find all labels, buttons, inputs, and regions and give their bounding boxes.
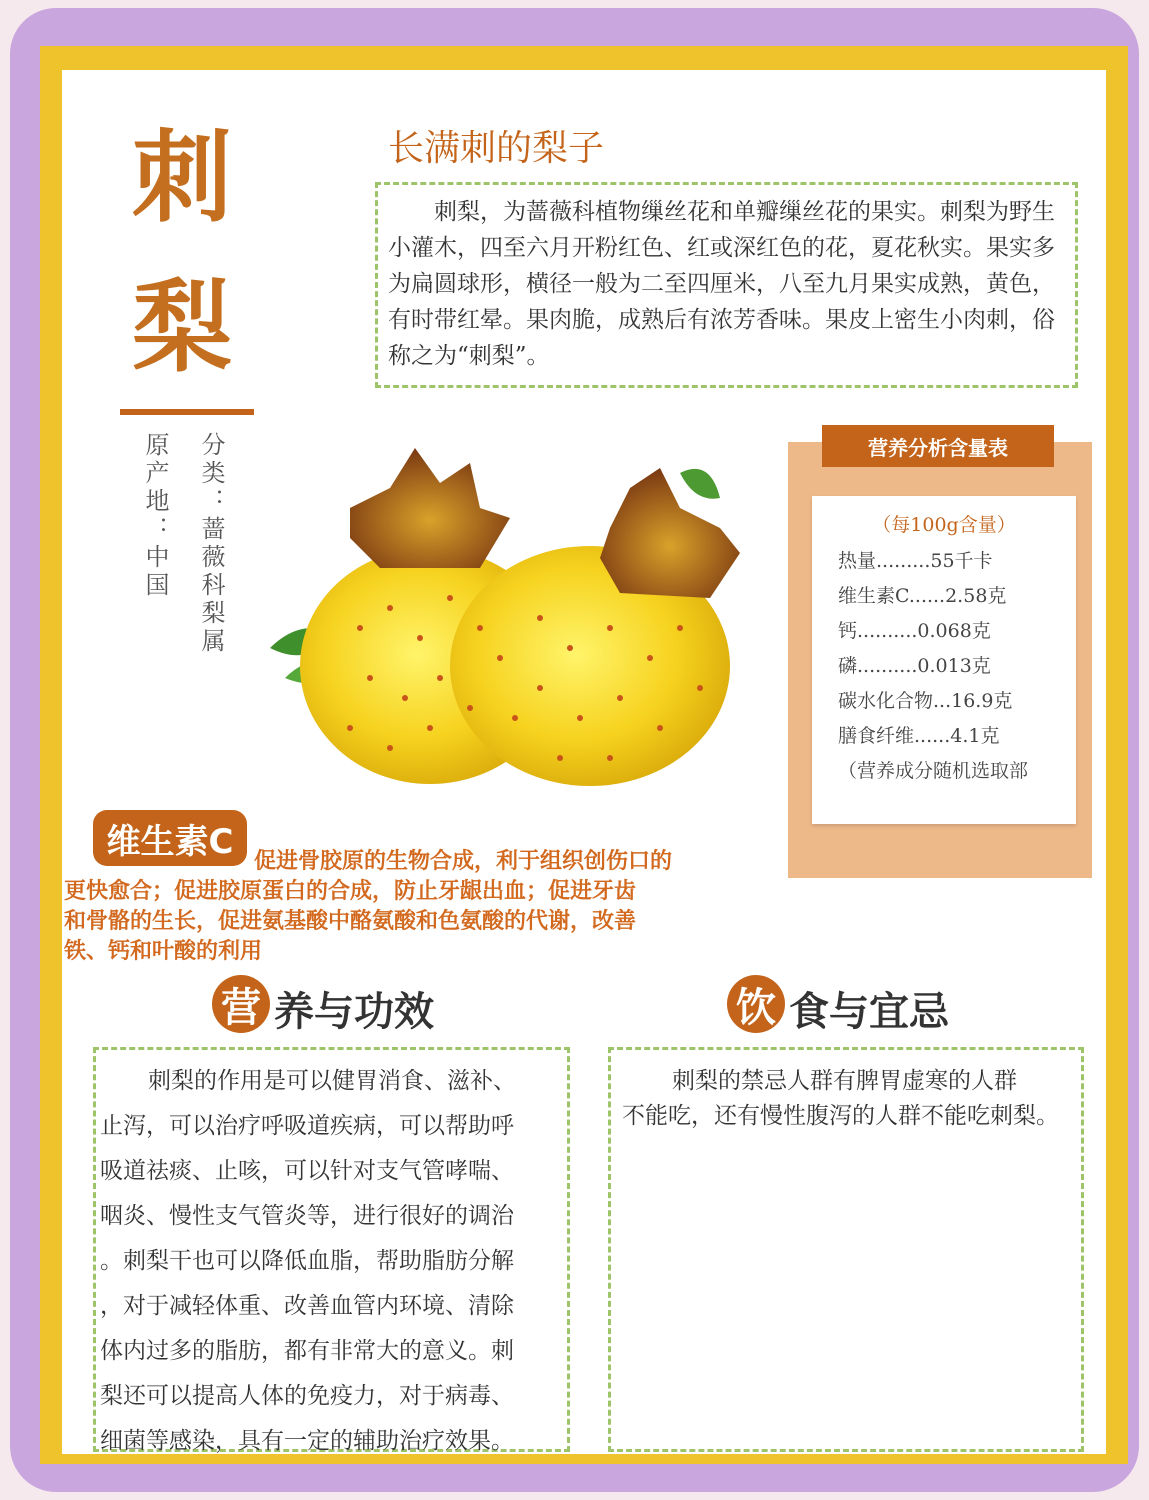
effects-line: 咽炎、慢性支气管炎等，进行很好的调治 [100, 1203, 514, 1229]
nutrition-header: 营养分析含量表 [822, 425, 1054, 467]
vitamin-c-line: 和骨骼的生长，促进氨基酸中酪氨酸和色氨酸的代谢，改善 [64, 908, 637, 934]
effects-line: 止泻，可以治疗呼吸道疾病，可以帮助呼 [100, 1113, 514, 1139]
nutrition-row: 膳食纤维......4.1克 [838, 725, 1000, 747]
effects-line: 。刺梨干也可以降低血脂，帮助脂肪分解 [100, 1248, 514, 1274]
nutrition-row: 碳水化合物...16.9克 [838, 690, 1013, 712]
nutrition-row: 磷..........0.013克 [838, 655, 991, 677]
diet-heading: 食与宜忌 [789, 988, 949, 1035]
vitamin-c-line: 促进骨胶原的生物合成，利于组织创伤口的 [254, 848, 673, 874]
effects-line: ，对于减轻体重、改善血管内环境、清除 [100, 1293, 514, 1319]
diet-line: 不能吃，还有慢性腹泻的人群不能吃刺梨。 [622, 1103, 1059, 1129]
nutrition-row: 钙..........0.068克 [838, 620, 991, 642]
effects-line: 刺梨的作用是可以健胃消食、滋补、 [148, 1068, 516, 1094]
effects-line: 体内过多的脂肪，都有非常大的意义。刺 [100, 1338, 514, 1364]
effects-line: 吸道祛痰、止咳，可以针对支气管哮喘、 [100, 1158, 514, 1184]
vitamin-c-line: 铁、钙和叶酸的利用 [64, 938, 263, 964]
fruit-image [240, 428, 770, 790]
vitamin-c-badge: 维生素C [93, 810, 247, 866]
diet-line: 刺梨的禁忌人群有脾胃虚寒的人群 [672, 1068, 1017, 1094]
nutrition-row: 维生素C......2.58克 [838, 585, 1007, 607]
effects-heading: 养与功效 [274, 988, 434, 1035]
prickly-pear-illustration [240, 428, 770, 790]
title-char-1: 刺 [132, 119, 232, 236]
nutrition-row: 热量.........55千卡 [838, 550, 993, 572]
title-char-2: 梨 [132, 269, 232, 386]
origin-text: 原产地：中国 [141, 432, 169, 600]
diet-heading-initial: 饮 [727, 975, 785, 1033]
title-underline [120, 409, 254, 415]
effects-line: 梨还可以提高人体的免疫力，对于病毒、 [100, 1383, 514, 1409]
classification-text: 分类：蔷薇科梨属 [197, 432, 225, 656]
intro-text: 刺梨，为蔷薇科植物缫丝花和单瓣缫丝花的果实。刺梨为野生小灌木，四至六月开粉红色、红或深红色的花，夏花秋实。果实多为扁圆球形，横径一般为二至四厘米，八至九月果实成熟，黄色，有时带红晕。果肉脆，成熟后有浓芳香味。果皮上密生小肉刺，俗称之为“刺梨”。 [388, 199, 1055, 369]
nutrition-card [812, 496, 1076, 824]
nutrition-subheader: （每100g含量） [872, 514, 1016, 536]
nutrition-row: （营养成分随机选取部 [838, 760, 1029, 782]
vitamin-c-line: 更快愈合；促进胶原蛋白的合成，防止牙龈出血；促进牙齿 [64, 878, 637, 904]
effects-heading-initial: 营 [212, 975, 270, 1033]
effects-line: 细菌等感染，具有一定的辅助治疗效果。 [100, 1428, 514, 1454]
subtitle: 长满刺的梨子 [388, 128, 605, 169]
